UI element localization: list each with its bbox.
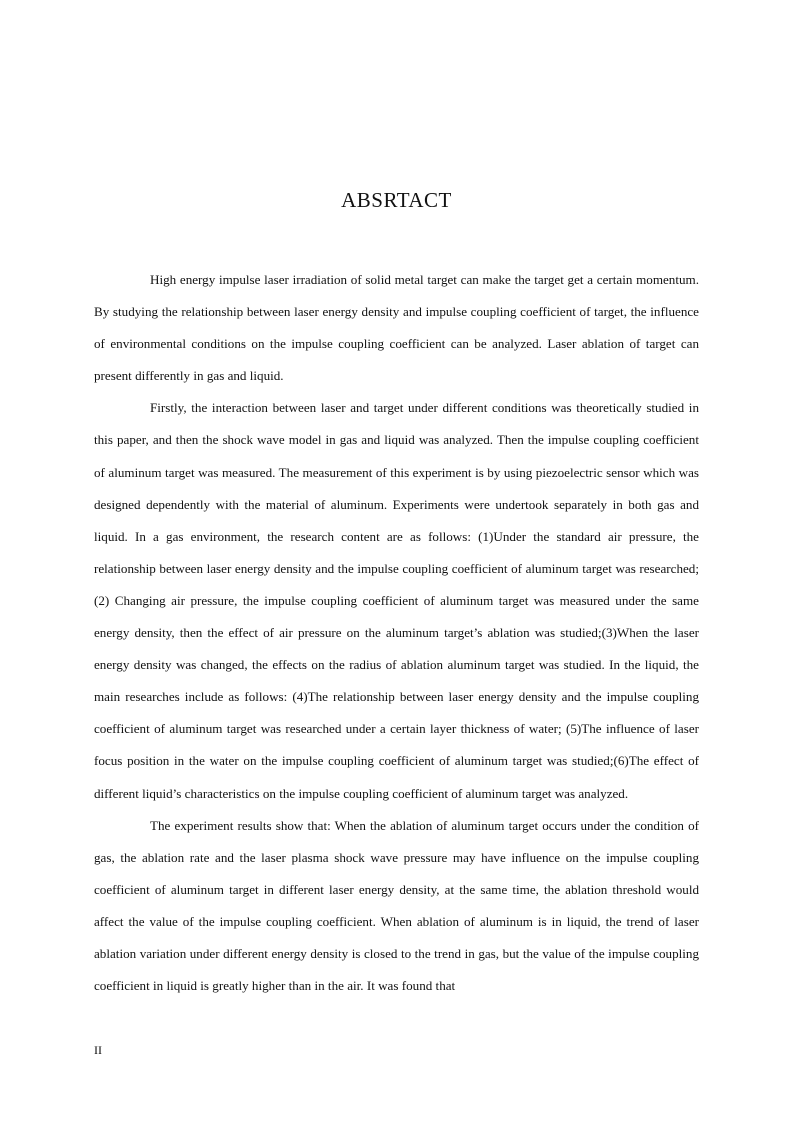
abstract-body bbox=[94, 264, 699, 1002]
paragraph-results: The experiment results show that: When the ablation of aluminum target occurs under the condition of gas, the ablation rate and the laser plasma shock wave pressure may have influence on the impulse coupling coefficient of aluminum target in different laser energy density, at the same time, the ablation threshold would affect the value of the impulse coupling coefficient. When ablation of aluminum is in liquid, the trend of laser ablation variation under different energy density is closed to the trend in gas, but the value of the impulse coupling coefficient in liquid is greatly higher than in the air. It was found that bbox=[94, 817, 699, 994]
page-number: II bbox=[94, 1043, 102, 1057]
paragraph-intro: High energy impulse laser irradiation of solid metal target can make the target get a certain momentum. By studying the relationship between laser energy density and impulse coupling coefficient of target, the influence of environmental conditions on the impulse coupling coefficient can be analyzed. Laser ablation of target can present differently in gas and liquid. bbox=[94, 272, 699, 384]
paragraph-methods: Firstly, the interaction between laser and target under different conditions was theoretically studied in this paper, and then the shock wave model in gas and liquid was analyzed. Then the impulse coupling coefficient of aluminum target was measured. The measurement of this experiment is by using piezoelectric sensor which was designed dependently with the material of aluminum. Experiments were undertook separately in both gas and liquid. In a gas environment, the research content are as follows: (1)Under the standard air pressure, the relationship between laser energy density and the impulse coupling coefficient of aluminum target was researched; (2) Changing air pressure, the impulse coupling coefficient of aluminum target was measured under the same energy density, then the effect of air pressure on the aluminum target’s ablation was studied;(3)When the laser energy density was changed, the effects on the radius of ablation aluminum target was studied. In the liquid, the main researches include as follows: (4)The relationship between laser energy density and the impulse coupling coefficient of aluminum target was researched under a certain layer thickness of water; (5)The influence of laser focus position in the water on the impulse coupling coefficient of aluminum target was studied;(6)The effect of different liquid’s characteristics on the impulse coupling coefficient of aluminum target was analyzed. bbox=[94, 400, 699, 801]
abstract-title: ABSRTACT bbox=[341, 188, 452, 212]
